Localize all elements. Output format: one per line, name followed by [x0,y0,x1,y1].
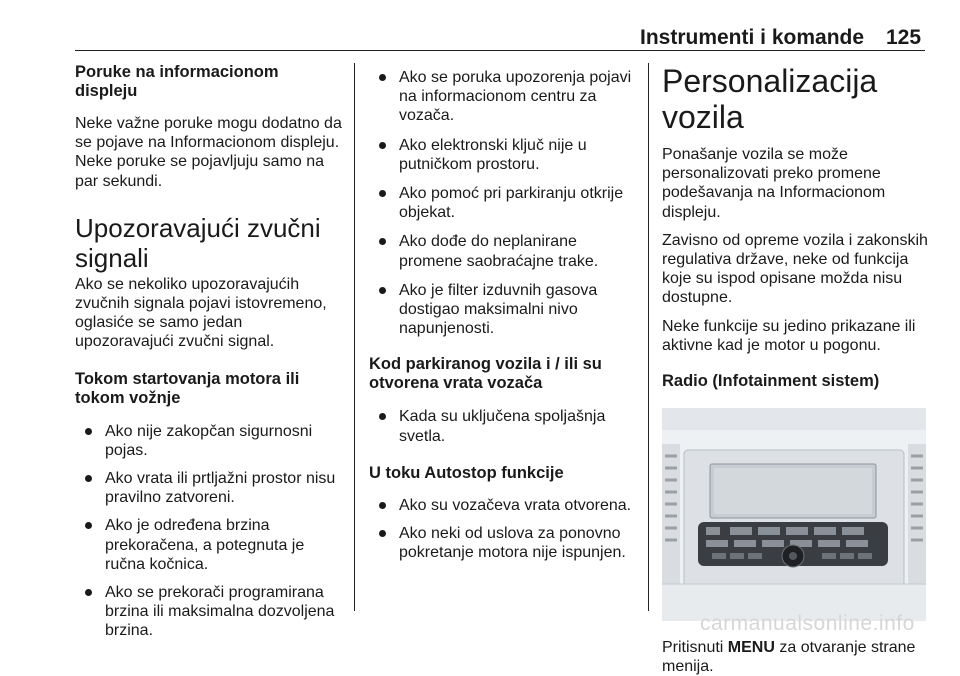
header-title: Instrumenti i komande [640,26,865,49]
list-item: Ako dođe do neplanirane promene saobraćajne trake. [369,232,635,270]
bullet-dot [379,142,386,149]
bullet-dot [379,530,386,537]
column-3 [662,63,930,676]
list-item: Kada su uključena spoljašnja svetla. [369,407,635,445]
page-number: 125 [886,26,922,49]
paragraph-personalisation-3: Neke funkcije su jedino prikazane ili aktivne kad je motor u pogonu. [662,317,916,354]
paragraph-personalisation-2: Zavisno od opreme vozila i zakonskih regulativa države, neke od funkcija koje su ispod opisane možda nisu dostupne. [662,231,928,307]
bullet-list-autostop [369,496,635,563]
list-item: Ako pomoć pri parkiranju otkrije objekat. [369,184,635,222]
heading-display-messages: Poruke na informacionom displeju [75,63,279,100]
heading-warning-chimes: Upozoravajući zvučni signali [75,212,321,273]
paragraph-display-messages: Neke važne poruke mogu dodatno da se pojave na Informacionom displeju. Neke poruke se pojavljuju samo na par sekundi. [75,115,342,190]
column-1 [75,63,343,641]
list-item: Ako vrata ili prtljažni prostor nisu pravilno zatvoreni. [75,469,343,507]
bullet-list-engine-start [75,422,343,641]
bullet-dot [379,190,386,197]
bullet-dot [379,238,386,245]
list-item: Ako nije zakopčan sigurnosni pojas. [75,422,343,460]
list-item: Ako elektronski ključ nije u putničkom prostoru. [369,136,635,174]
bullet-dot [85,589,92,596]
list-item: Ako neki od uslova za ponovno pokretanje motora nije ispunjen. [369,524,635,562]
heading-vehicle-personalisation: Personalizacija vozila [662,63,878,135]
column-divider-2 [648,63,649,611]
column-2 [369,63,635,562]
bullet-dot [379,287,386,294]
list-item: Ako se prekorači programirana brzina ili maksimalna dozvoljena brzina. [75,583,343,641]
paragraph-personalisation-1: Ponašanje vozila se može personalizovati preko promene podešavanja na Informacionom displeju. [662,146,886,221]
paragraph-warning-chimes: Ako se nekoliko upozoravajućih zvučnih signala pojavi istovremeno, oglasiće se samo jedan upozoravajući zvučni signal. [75,275,327,351]
bullet-dot [379,74,386,81]
heading-engine-start: Tokom startovanja motora ili tokom vožnje [75,369,300,407]
list-item: Ako se poruka upozorenja pojavi na informacionom centru za vozača. [369,68,635,126]
dashboard-illustration [662,408,926,621]
list-item: Ako su vozačeva vrata otvorena. [369,496,635,515]
bullet-list-parked [369,407,635,445]
site-watermark: carmanualsonline.info [700,612,915,635]
infotainment-panel-photo [662,408,926,621]
heading-parked-vehicle: Kod parkiranog vozila i / ili su otvorena vrata vozača [369,355,602,393]
bullet-dot [85,428,92,435]
list-item: Ako je filter izduvnih gasova dostigao maksimalni nivo napunjenosti. [369,281,635,339]
list-item: Ako je određena brzina prekoračena, a potegnuta je ručna kočnica. [75,516,343,574]
bullet-dot [85,475,92,482]
bullet-dot [379,502,386,509]
heading-autostop: U toku Autostop funkcije [369,463,564,482]
bullet-dot [85,522,92,529]
heading-radio: Radio (Infotainment sistem) [662,372,880,391]
header-rule [75,50,925,51]
column-divider-1 [354,63,355,611]
bullet-dot [379,413,386,420]
bullet-list-conditions [369,68,635,338]
caption-menu: Pritisnuti MENU za otvaranje strane menija. [662,639,916,676]
menu-key-label: MENU [727,639,775,657]
